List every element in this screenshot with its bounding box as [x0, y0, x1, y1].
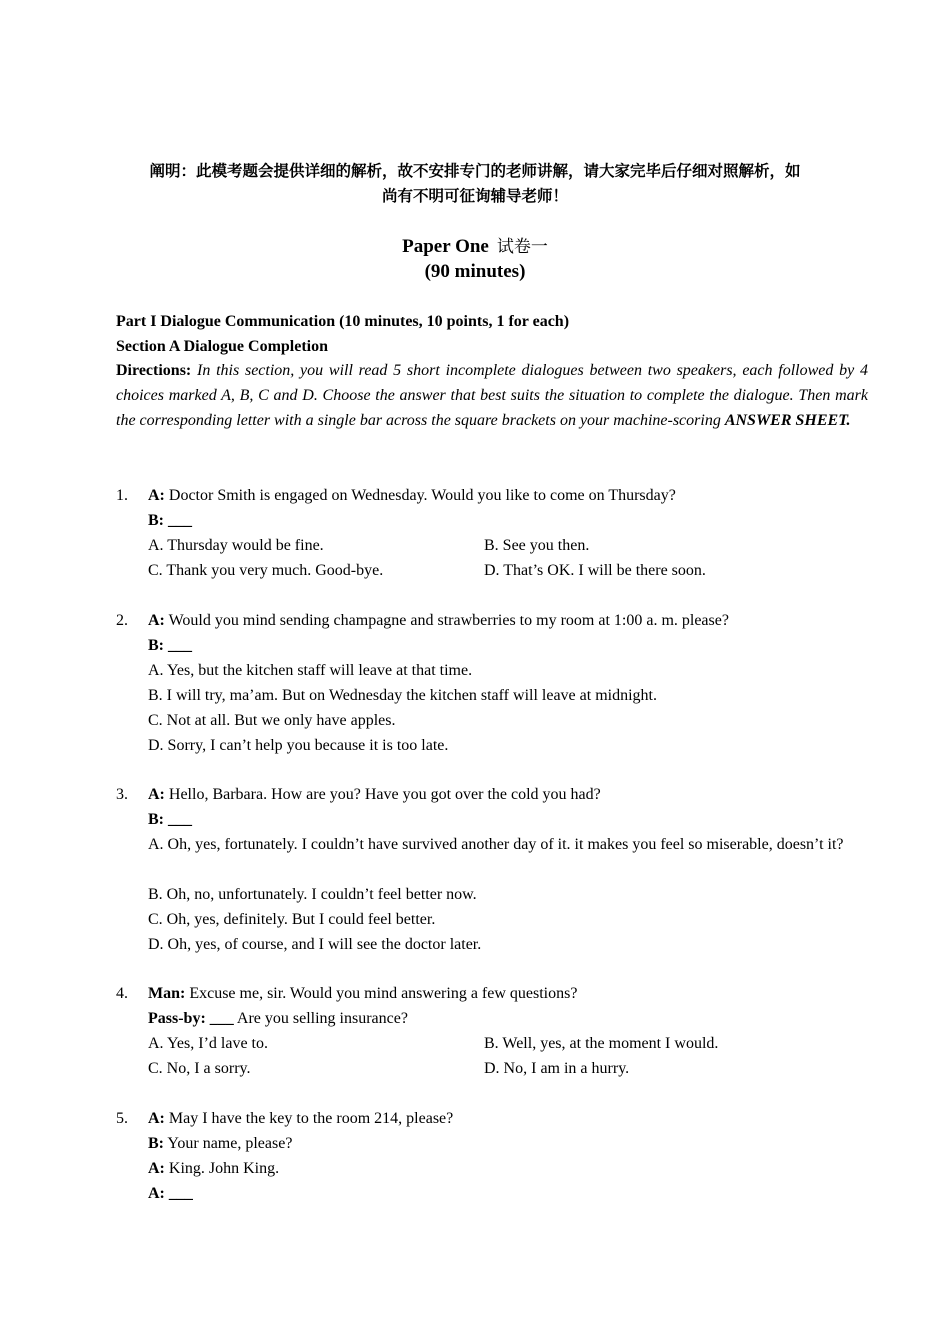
- question-2-option-a: A. Yes, but the kitchen staff will leave at that time.: [148, 662, 473, 679]
- question-3-response: [148, 807, 192, 832]
- speaker-a-label: A:: [148, 786, 165, 803]
- paper-title-cn: 试卷一: [496, 237, 548, 257]
- answer-blank: ___: [168, 512, 192, 529]
- question-5-number: 5.: [116, 1110, 128, 1127]
- question-3-option-c: C. Oh, yes, definitely. But I could feel better.: [148, 911, 436, 928]
- question-5-prompt: [148, 1106, 453, 1131]
- speaker-a-label: A:: [148, 612, 165, 629]
- paper-title: [0, 234, 950, 260]
- notice-line-2: 尚有不明可征询辅导老师！: [381, 187, 568, 205]
- speaker-a-label: A:: [148, 1160, 165, 1177]
- speaker-man-text: Excuse me, sir. Would you mind answering a few questions?: [189, 985, 578, 1002]
- question-1-option-b: B. See you then.: [484, 537, 590, 554]
- question-1-response: [148, 508, 192, 533]
- question-4-option-c: C. No, I a sorry.: [148, 1060, 251, 1077]
- question-5-line-4: [148, 1181, 193, 1206]
- question-1-option-c: C. Thank you very much. Good-bye.: [148, 562, 384, 579]
- question-4-option-a: A. Yes, I’d lave to.: [148, 1035, 268, 1052]
- question-2-option-c: C. Not at all. But we only have apples.: [148, 712, 396, 729]
- directions-text: In this section, you will read 5 short incomplete dialogues between two speakers, each followed by 4 choices marked A, B, C and D. Choose the answer that best suits the situation to complete the dialogue. Then mark the corresponding letter with a single bar across the square brackets on your machine-scoring: [116, 362, 869, 429]
- speaker-man-label: Man:: [148, 985, 186, 1002]
- speaker-b-label: B:: [148, 512, 164, 529]
- speaker-a-label: A:: [148, 1185, 165, 1202]
- speaker-passby-text: Are you selling insurance?: [236, 1010, 408, 1027]
- speaker-a-label: A:: [148, 1110, 165, 1127]
- speaker-a-text: Hello, Barbara. How are you? Have you got over the cold you had?: [168, 786, 601, 803]
- part-heading: Part I Dialogue Communication (10 minutes, 10 points, 1 for each): [116, 313, 570, 330]
- answer-blank: ___: [168, 811, 192, 828]
- question-4-option-d: D. No, I am in a hurry.: [484, 1060, 630, 1077]
- question-3-option-d: D. Oh, yes, of course, and I will see the doctor later.: [148, 936, 482, 953]
- directions-label: Directions:: [116, 362, 192, 379]
- speaker-a-text: King. John King.: [168, 1160, 280, 1177]
- question-2-option-b: B. I will try, ma’am. But on Wednesday the kitchen staff will leave at midnight.: [148, 687, 657, 704]
- answer-blank: ___: [168, 637, 192, 654]
- question-1-option-a: A. Thursday would be fine.: [148, 537, 324, 554]
- question-4-response: [148, 1006, 408, 1031]
- paper-title-en: Paper One: [402, 236, 489, 257]
- paper-duration: (90 minutes): [424, 261, 526, 282]
- question-3-number: 3.: [116, 786, 128, 803]
- question-2-number: 2.: [116, 612, 128, 629]
- answer-blank: ___: [168, 1185, 193, 1202]
- speaker-b-label: B:: [148, 1135, 164, 1152]
- question-1-number: 1.: [116, 487, 128, 504]
- notice: [110, 159, 840, 209]
- question-3-option-b: B. Oh, no, unfortunately. I couldn’t feel better now.: [148, 886, 477, 903]
- question-2-option-d: D. Sorry, I can’t help you because it is too late.: [148, 737, 449, 754]
- directions: [116, 358, 868, 433]
- speaker-a-label: A:: [148, 487, 165, 504]
- question-4-prompt: [148, 981, 577, 1006]
- question-1-option-d: D. That’s OK. I will be there soon.: [484, 562, 706, 579]
- question-4-number: 4.: [116, 985, 128, 1002]
- question-1-prompt: [148, 483, 676, 508]
- question-4-option-b: B. Well, yes, at the moment I would.: [484, 1035, 719, 1052]
- question-3-prompt: [148, 782, 601, 807]
- answer-sheet-label: ANSWER SHEET.: [724, 412, 851, 429]
- speaker-a-text: Would you mind sending champagne and strawberries to my room at 1:00 a. m. please?: [168, 612, 729, 629]
- speaker-b-label: B:: [148, 637, 164, 654]
- question-5-line-2: [148, 1131, 292, 1156]
- speaker-b-text: Your name, please?: [167, 1135, 293, 1152]
- speaker-a-text: May I have the key to the room 214, please?: [168, 1110, 454, 1127]
- answer-blank: ___: [209, 1010, 234, 1027]
- question-5-line-3: [148, 1156, 279, 1181]
- speaker-a-text: Doctor Smith is engaged on Wednesday. Would you like to come on Thursday?: [168, 487, 676, 504]
- speaker-passby-label: Pass-by:: [148, 1010, 206, 1027]
- speaker-b-label: B:: [148, 811, 164, 828]
- section-heading: Section A Dialogue Completion: [116, 338, 329, 355]
- question-2-prompt: [148, 608, 729, 633]
- notice-line-1: 阐明：此模考题会提供详细的解析，故不安排专门的老师讲解，请大家完毕后仔细对照解析，如: [149, 162, 801, 180]
- question-2-response: [148, 633, 192, 658]
- question-3-option-a: A. Oh, yes, fortunately. I couldn’t have survived another day of it. it makes you feel so miserable, doesn’t it?: [148, 836, 844, 853]
